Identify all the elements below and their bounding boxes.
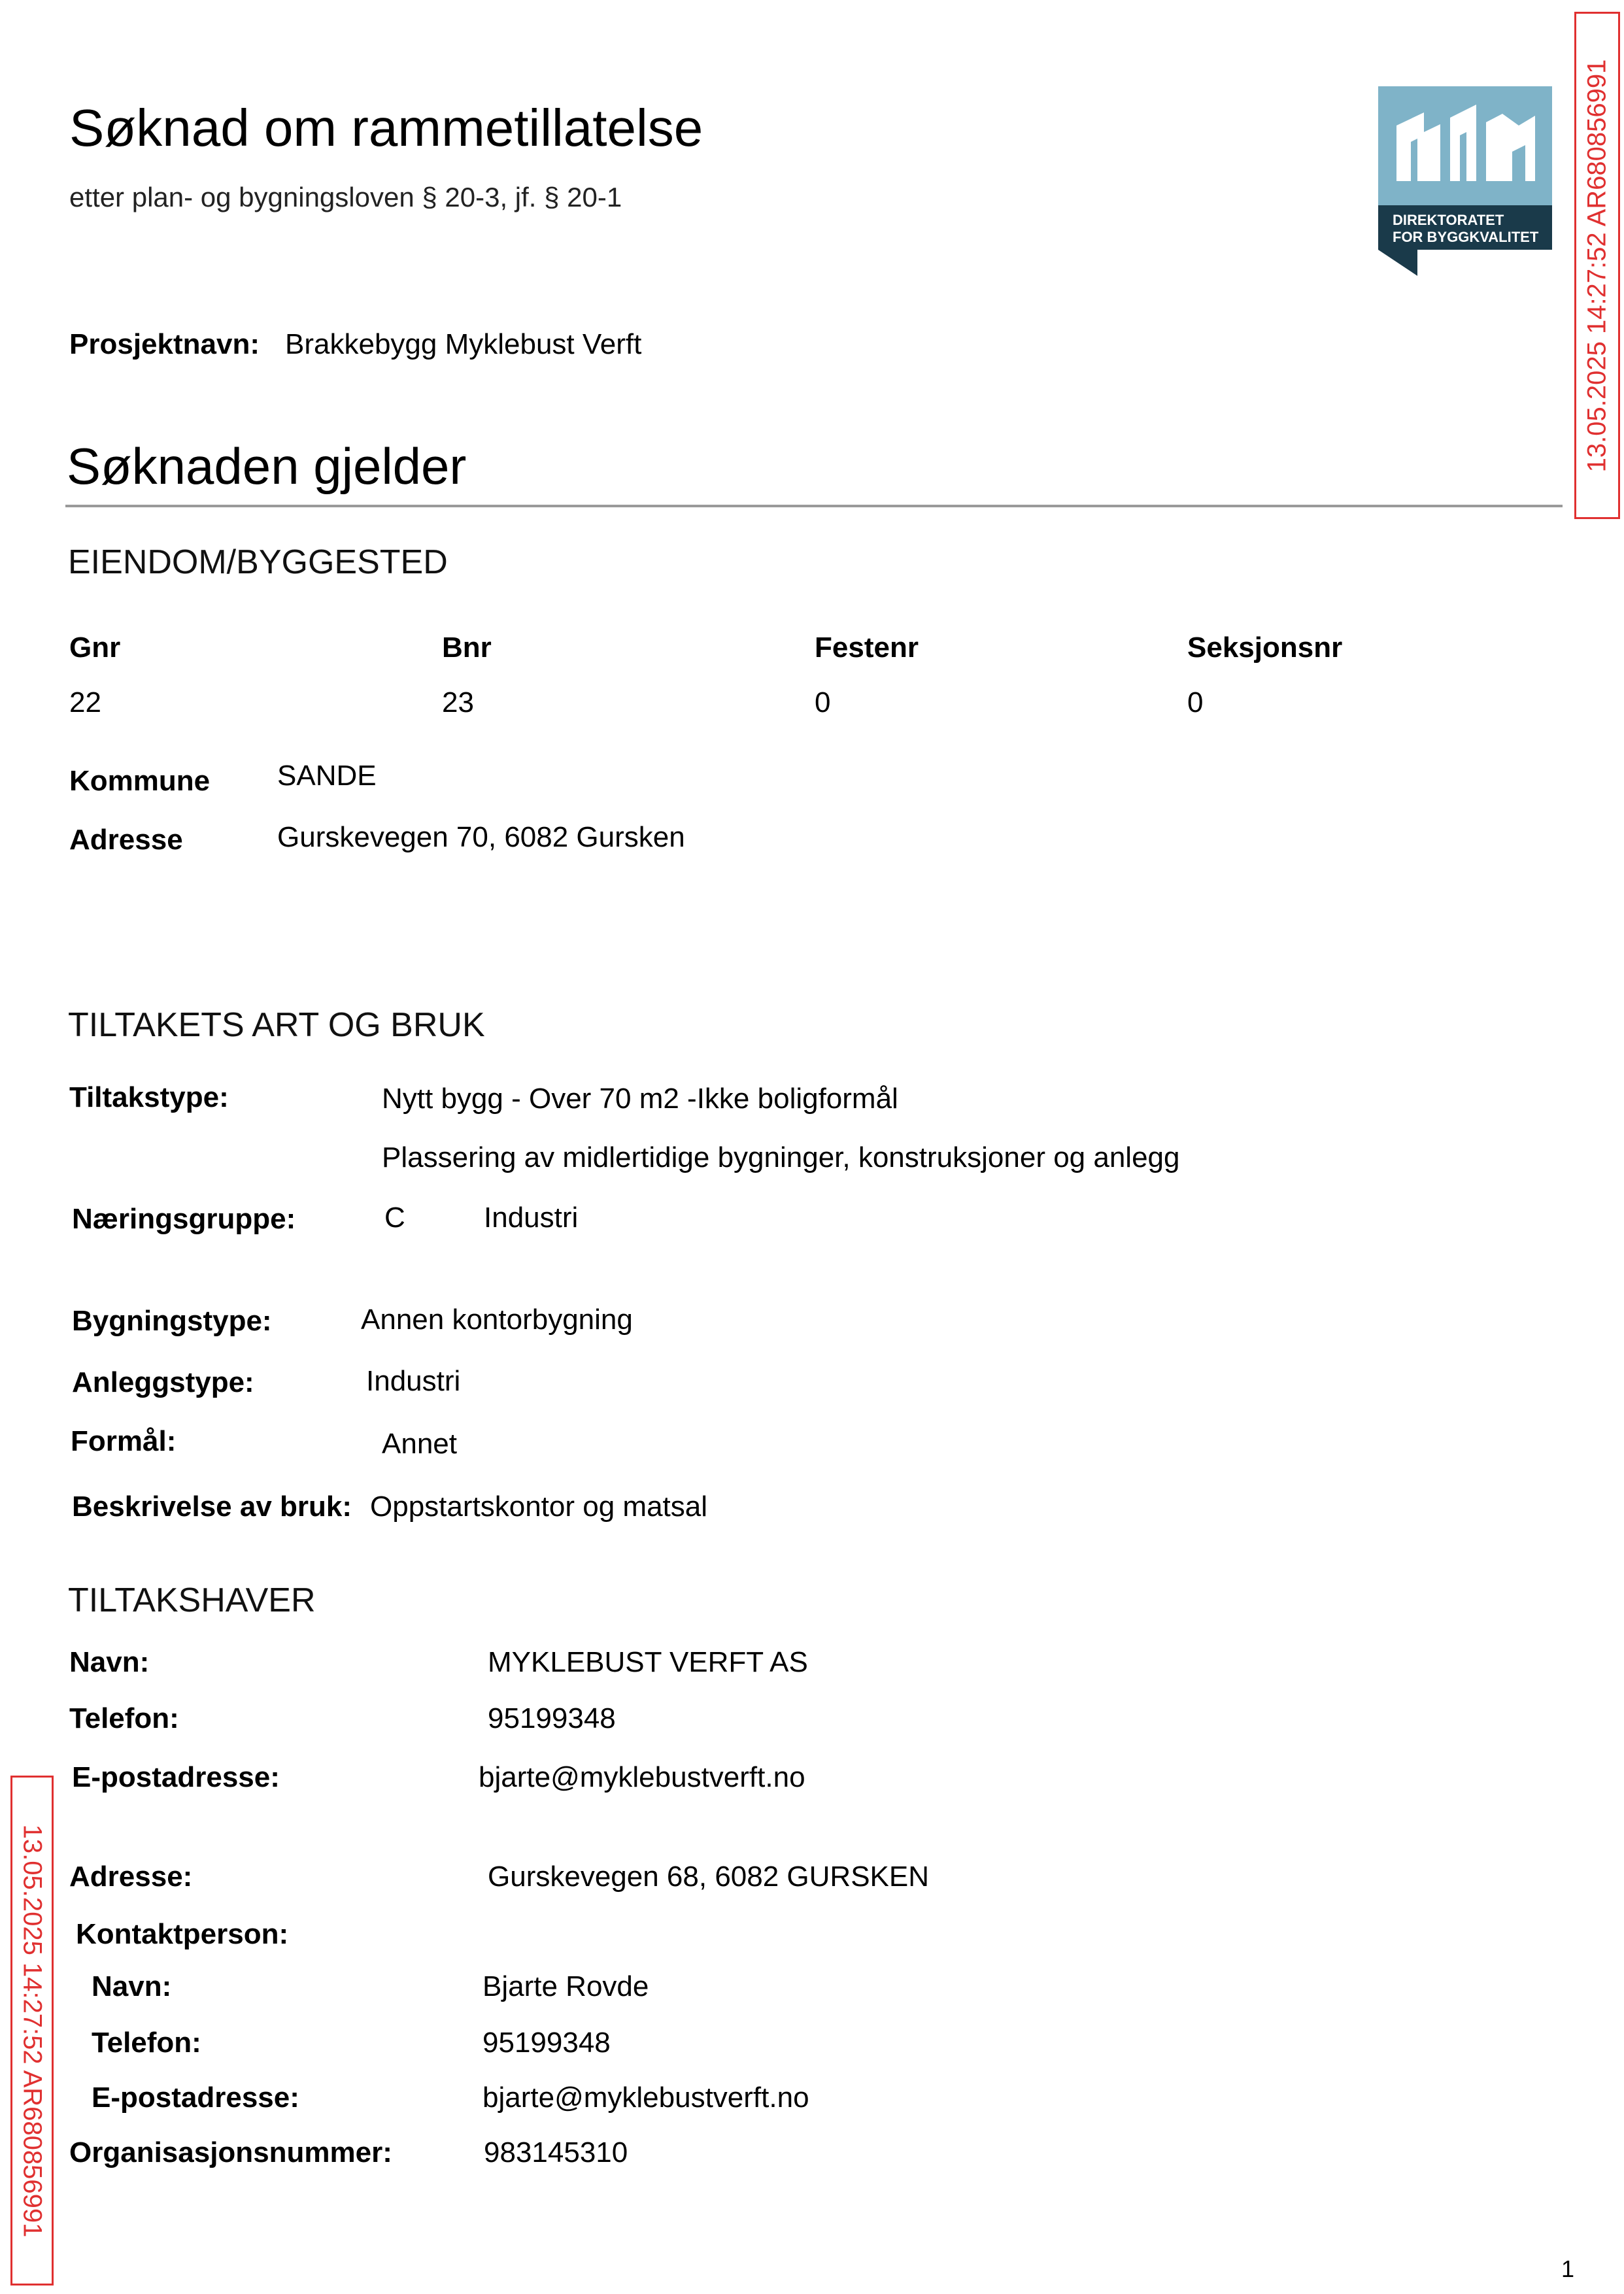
kontakt-telefon-value: 95199348 (482, 2027, 611, 2059)
tiltakstype-value-2: Plassering av midlertidige bygninger, konstruksjoner og anlegg (382, 1141, 1180, 1173)
tiltakshaver-telefon-label: Telefon: (69, 1702, 179, 1734)
orgnr-label: Organisasjonsnummer: (69, 2136, 392, 2168)
logo-text-line1: DIREKTORATET (1393, 212, 1504, 228)
festenr-value: 0 (815, 686, 831, 718)
kommune-value: SANDE (277, 760, 377, 792)
document-title: Søknad om rammetillatelse (69, 99, 703, 157)
kontakt-epost-label: E-postadresse: (92, 2082, 299, 2114)
section-divider (65, 505, 1563, 507)
gnr-label: Gnr (69, 632, 121, 664)
eiendom-heading: EIENDOM/BYGGESTED (68, 543, 448, 581)
tiltakshaver-telefon-value: 95199348 (488, 1702, 616, 1734)
bygningstype-value: Annen kontorbygning (361, 1304, 633, 1336)
received-stamp-top (1574, 12, 1620, 519)
anleggstype-value: Industri (366, 1365, 461, 1397)
festenr-label: Festenr (815, 632, 919, 664)
formal-label: Formål: (71, 1425, 177, 1457)
bygningstype-label: Bygningstype: (72, 1305, 272, 1337)
beskrivelse-label: Beskrivelse av bruk: (72, 1491, 352, 1523)
beskrivelse-value: Oppstartskontor og matsal (370, 1491, 708, 1523)
gnr-value: 22 (69, 686, 101, 718)
page-number: 1 (1561, 2255, 1575, 2282)
tiltakshaver-adresse-value: Gurskevegen 68, 6082 GURSKEN (488, 1861, 930, 1893)
project-name-value: Brakkebygg Myklebust Verft (285, 328, 642, 360)
stamp-text: 13.05.2025 14:27:52 AR680856991 (1582, 59, 1612, 472)
tiltakshaver-navn-value: MYKLEBUST VERFT AS (488, 1646, 808, 1678)
kontakt-navn-label: Navn: (92, 1970, 172, 2002)
tiltakshaver-heading: TILTAKSHAVER (68, 1581, 316, 1619)
kontakt-telefon-label: Telefon: (92, 2027, 201, 2059)
bnr-label: Bnr (442, 632, 492, 664)
tiltakshaver-epost-value: bjarte@myklebustverft.no (479, 1761, 805, 1793)
tiltakshaver-navn-label: Navn: (69, 1646, 150, 1678)
kontakt-navn-value: Bjarte Rovde (482, 1970, 649, 2002)
tiltakstype-value-1: Nytt bygg - Over 70 m2 -Ikke boligformål (382, 1083, 898, 1115)
received-stamp-bottom (10, 1776, 54, 2286)
naeringsgruppe-value: Industri (484, 1202, 579, 1234)
document-subtitle: etter plan- og bygningsloven § 20-3, jf. § 20-1 (69, 182, 622, 212)
tiltakshaver-adresse-label: Adresse: (69, 1861, 193, 1893)
orgnr-value: 983145310 (484, 2136, 628, 2168)
building-logo-icon (1378, 86, 1552, 276)
naeringsgruppe-code: C (384, 1202, 405, 1234)
tiltak-heading: TILTAKETS ART OG BRUK (68, 1006, 485, 1044)
naeringsgruppe-label: Næringsgruppe: (72, 1203, 296, 1235)
project-name-label: Prosjektnavn: (69, 328, 260, 360)
formal-value: Annet (382, 1428, 457, 1460)
seksjonsnr-value: 0 (1187, 686, 1204, 718)
kommune-label: Kommune (69, 765, 211, 797)
tiltakstype-label: Tiltakstype: (69, 1081, 229, 1113)
kontaktperson-label: Kontaktperson: (76, 1918, 289, 1950)
stamp-text: 13.05.2025 14:27:52 AR680856991 (18, 1824, 47, 2237)
tiltakshaver-epost-label: E-postadresse: (72, 1761, 280, 1793)
kontakt-epost-value: bjarte@myklebustverft.no (482, 2082, 809, 2114)
section-title: Søknaden gjelder (67, 437, 467, 495)
seksjonsnr-label: Seksjonsnr (1187, 632, 1343, 664)
adresse-label: Adresse (69, 824, 183, 856)
anleggstype-label: Anleggstype: (72, 1366, 254, 1398)
dibk-logo (1378, 86, 1552, 250)
logo-text-line2: FOR BYGGKVALITET (1393, 229, 1539, 245)
adresse-value: Gurskevegen 70, 6082 Gursken (277, 821, 685, 853)
bnr-value: 23 (442, 686, 474, 718)
